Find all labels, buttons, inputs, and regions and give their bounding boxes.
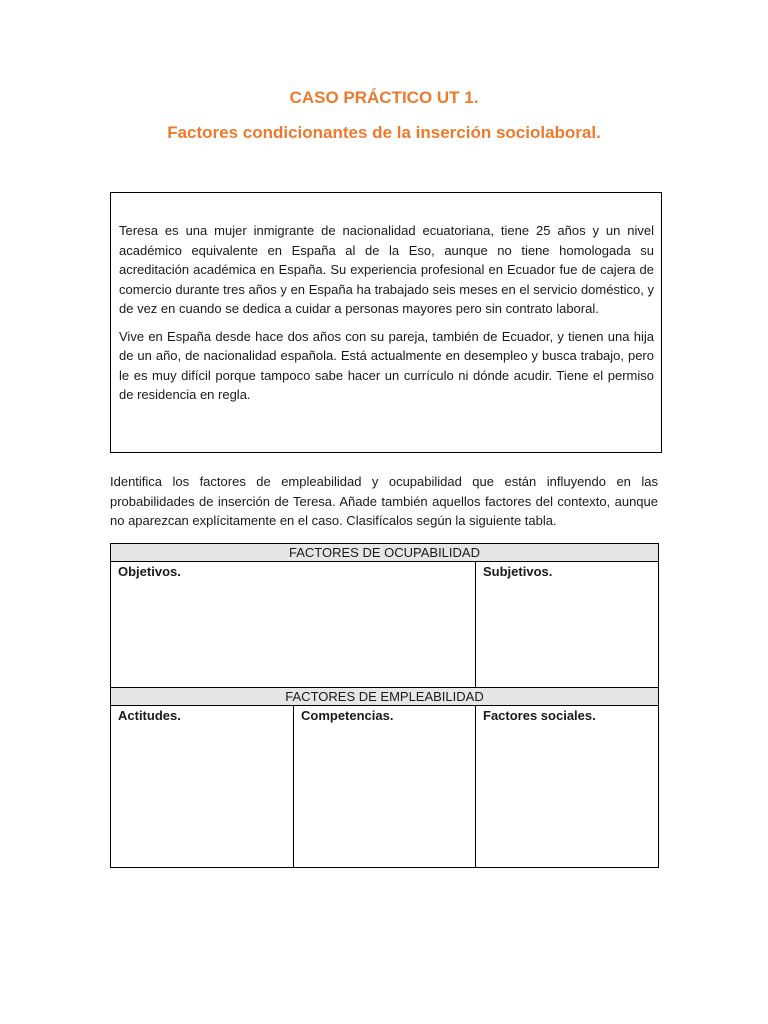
case-paragraph-2: Vive en España desde hace dos años con su pareja, también de Ecuador, y tienen una hija de un año, de nacionalidad española. Está actualmente en desempleo y busca trabajo, pero le es muy difícil porque tampoco sabe hacer un currículo ni dónde acudir. Tiene el permiso de residencia en regla. xyxy=(119,328,654,402)
ocupabilidad-header: FACTORES DE OCUPABILIDAD xyxy=(111,544,659,562)
competencias-cell[interactable]: Competencias. xyxy=(294,706,476,868)
case-description-box xyxy=(110,192,662,453)
factors-table xyxy=(110,543,659,868)
factores-sociales-cell[interactable]: Factores sociales. xyxy=(476,706,659,868)
instructions-text: Identifica los factores de empleabilidad y ocupabilidad que están influyendo en las probabilidades de inserción de Teresa. Añade también aquellos factores del contexto, aunque no aparezcan explícitamente en el caso. Clasifícalos según la siguiente tabla. xyxy=(110,474,658,528)
case-paragraph-1: Teresa es una mujer inmigrante de nacionalidad ecuatoriana, tiene 25 años y un nivel académico equivalente en España al de la Eso, aunque no tiene homologada su acreditación académica en España. Su experiencia profesional en Ecuador fue de cajera de comercio durante tres años y en España ha trabajado seis meses en el servicio doméstico, y de vez en cuando se dedica a cuidar a personas mayores pero sin contrato laboral. xyxy=(119,223,654,316)
actitudes-cell[interactable]: Actitudes. xyxy=(111,706,294,868)
document-title: CASO PRÁCTICO UT 1. xyxy=(289,88,479,107)
document-subtitle: Factores condicionantes de la inserción sociolaboral. xyxy=(167,123,601,142)
objetivos-cell[interactable]: Objetivos. xyxy=(111,562,476,688)
empleabilidad-header: FACTORES DE EMPLEABILIDAD xyxy=(111,688,659,706)
subjetivos-cell[interactable]: Subjetivos. xyxy=(476,562,659,688)
